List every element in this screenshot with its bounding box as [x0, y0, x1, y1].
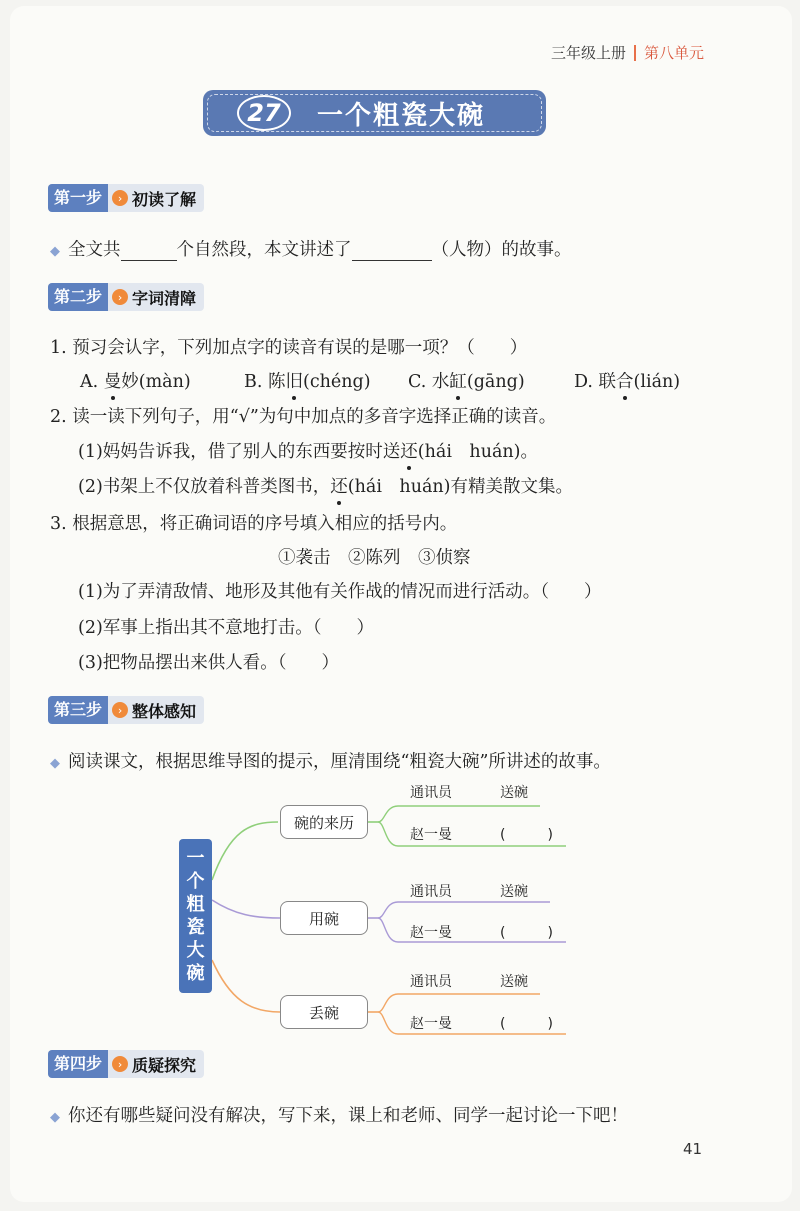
step-name: 初读了解	[132, 189, 197, 209]
option-d[interactable]: D. 联合(lián)	[574, 368, 680, 393]
pinyin-choice[interactable]: (hái huán)有精美散文集。	[347, 477, 573, 497]
step-number: 第三步	[48, 696, 108, 724]
step-name: 字词清障	[132, 288, 197, 308]
option-b[interactable]: B. 陈旧(chéng)	[244, 368, 408, 393]
diamond-bullet-icon: ◆	[50, 1110, 60, 1125]
step-tag-2	[48, 283, 204, 311]
question-3-word-bank: ①袭击 ②陈列 ③侦察	[278, 548, 471, 568]
page-header	[551, 42, 704, 63]
mindmap-label: 送碗	[500, 974, 528, 990]
question-3-3[interactable]: (3)把物品摆出来供人看。（ ）	[78, 653, 340, 673]
mindmap-label: 通讯员	[410, 974, 452, 990]
mindmap-label: 送碗	[500, 884, 528, 900]
mindmap-label: 赵一曼	[410, 1016, 452, 1032]
step-name: 质疑探究	[132, 1055, 197, 1075]
step-tag-3	[48, 696, 204, 724]
mindmap-answer-blank[interactable]: ( )	[500, 827, 553, 843]
mindmap-label: 赵一曼	[410, 827, 452, 843]
mindmap-label: 通讯员	[410, 884, 452, 900]
blank-paragraph-count[interactable]	[121, 243, 177, 261]
step1-question: ◆ 全文共 个自然段，本文讲述了 （人物）的故事。	[50, 240, 572, 260]
step-tag-4	[48, 1050, 204, 1078]
step-tag-1	[48, 184, 204, 212]
mindmap-label: 送碗	[500, 785, 528, 801]
mindmap-node-use: 用碗	[280, 901, 368, 935]
mindmap-answer-blank[interactable]: ( )	[500, 925, 553, 941]
lesson-number: 27	[237, 95, 291, 131]
page-number: 41	[683, 1140, 703, 1158]
question-2-1: (1)妈妈告诉我，借了别人的东西要按时送还(hái huán)。	[78, 438, 538, 463]
step-number: 第一步	[48, 184, 108, 212]
grade-label: 三年级上册	[550, 44, 626, 62]
question-3-1[interactable]: (1)为了弄清敌情、地形及其他有关作战的情况而进行活动。（ ）	[78, 582, 602, 602]
mindmap-root: 一 个 粗 瓷 大 碗	[179, 839, 212, 993]
question-3-2[interactable]: (2)军事上指出其不意地打击。（ ）	[78, 618, 375, 638]
mindmap-node-origin: 碗的来历	[280, 805, 368, 839]
blank-character[interactable]	[352, 243, 432, 261]
step-name: 整体感知	[132, 701, 197, 721]
option-a[interactable]: A. 曼妙(màn)	[80, 368, 244, 393]
unit-label: 第八单元	[643, 44, 704, 62]
lesson-title: 一个粗瓷大碗	[317, 100, 486, 131]
lesson-title-banner	[203, 90, 546, 136]
step3-instruction: ◆ 阅读课文，根据思维导图的提示，厘清围绕“粗瓷大碗”所讲述的故事。	[50, 752, 611, 772]
option-c[interactable]: C. 水缸(gāng)	[408, 368, 574, 393]
question-3: 3. 根据意思，将正确词语的序号填入相应的括号内。	[50, 514, 458, 534]
question-2: 2. 读一读下列句子，用“√”为句中加点的多音字选择正确的读音。	[50, 407, 557, 427]
arrow-right-icon: ›	[112, 702, 128, 718]
question-1-options	[80, 368, 680, 393]
mindmap-label: 通讯员	[410, 785, 452, 801]
mindmap-node-lose: 丢碗	[280, 995, 368, 1029]
mindmap-label: 赵一曼	[410, 925, 452, 941]
step-number: 第二步	[48, 283, 108, 311]
pinyin-choice[interactable]: (hái huán)。	[417, 442, 538, 462]
arrow-right-icon: ›	[112, 289, 128, 305]
arrow-right-icon: ›	[112, 1056, 128, 1072]
step4-instruction: ◆ 你还有哪些疑问没有解决，写下来，课上和老师、同学一起讨论一下吧！	[50, 1106, 628, 1126]
mindmap-answer-blank[interactable]: ( )	[500, 1016, 553, 1032]
arrow-right-icon: ›	[112, 190, 128, 206]
question-2-2: (2)书架上不仅放着科普类图书，还(hái huán)有精美散文集。	[78, 473, 573, 498]
question-1: 1. 预习会认字，下列加点字的读音有误的是哪一项？（ ）	[50, 338, 528, 358]
diamond-bullet-icon: ◆	[50, 756, 60, 771]
header-divider	[634, 45, 636, 61]
step-number: 第四步	[48, 1050, 108, 1078]
diamond-bullet-icon: ◆	[50, 244, 60, 259]
